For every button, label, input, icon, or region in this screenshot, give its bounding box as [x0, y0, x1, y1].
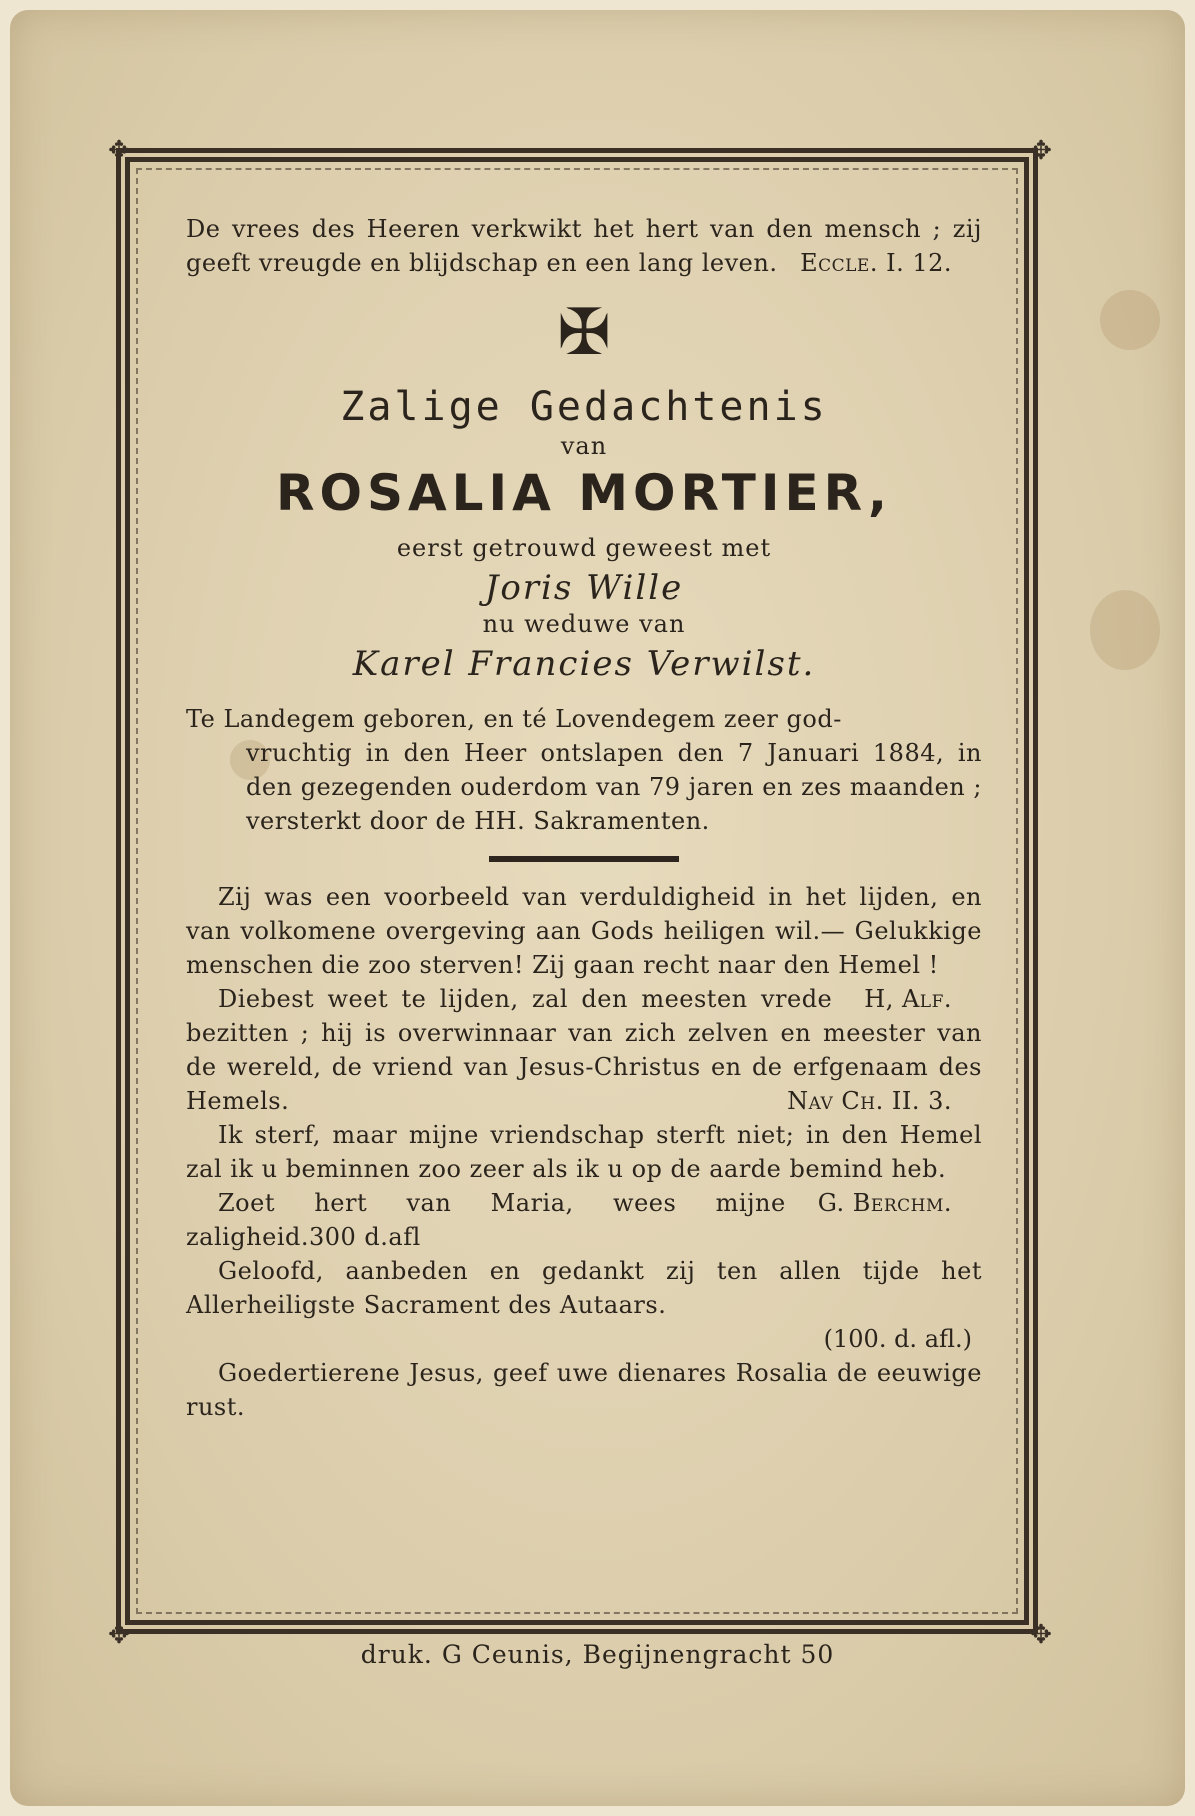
quote-text: Geloofd, aanbeden en gedankt zij ten allen tijde het Allerheiligste Sacrament des Autaars. [186, 1257, 982, 1319]
quote-text: Ik sterf, maar mijne vriendschap sterft niet; in den Hemel zal ik u beminnen zoo zeer als ik u op de aarde bemind heb. [186, 1121, 982, 1183]
widow-label: nu weduwe van [482, 610, 686, 638]
quote [186, 1118, 982, 1217]
printer-imprint: druk. G Ceunis, Begijnengracht 50 [360, 1640, 835, 1669]
quote-reference: G. Berchm. [817, 1189, 952, 1217]
quote [186, 1254, 982, 1322]
deceased-name: ROSALIA MORTIER, [275, 464, 893, 522]
first-husband-name: Joris Wille [484, 568, 684, 608]
stain [1090, 590, 1160, 670]
ornament-corner-icon: ✥ [108, 136, 130, 166]
memorial-title: Zalige Gedachtenis [340, 384, 828, 430]
first-married-label: eerst getrouwd geweest met [396, 534, 772, 562]
cross-icon: ✠ [557, 296, 611, 370]
stain [1100, 290, 1160, 350]
quote [186, 880, 982, 1013]
closing-prayer: Goedertierene Jesus, geef uwe dienares Rosalia de eeuwige rust. [186, 1359, 982, 1421]
ornament-corner-icon: ✥ [108, 1620, 130, 1650]
divider [489, 856, 679, 862]
verse-reference: Eccle. I. 12. [800, 249, 952, 277]
second-husband-name: Karel Francies Verwilst. [352, 644, 816, 684]
quote-text: Zij was een voorbeeld van verduldigheid in het lijden, en van volkomene overgeving aan Gods heiligen wil.— Gelukkige menschen die zoo sterven! Zij gaan recht naar den Hemel ! [186, 883, 982, 979]
van-label: van [560, 432, 608, 460]
ornament-corner-icon: ✥ [1030, 136, 1052, 166]
quote-text: Zoet hert van Maria, wees mijne zaligheid.300 d.afl [186, 1189, 786, 1251]
indulgence: (100. d. afl.) [823, 1325, 972, 1353]
biography [186, 702, 982, 838]
opening-verse: De vrees des Heeren verkwikt het hert van den mensch ; zij geeft vreugde en blijdschap en een lang leven. [186, 215, 982, 277]
biography-rest: vruchtig in den Heer ontslapen den 7 Januari 1884, in den gezegenden ouderdom van 79 jaren en zes maanden ; versterkt door de HH. Sakramenten. [246, 739, 982, 835]
quote-reference: H, Alf. [864, 985, 952, 1013]
ornament-corner-icon: ✥ [1030, 1620, 1052, 1650]
biography-line1: Te Landegem geboren, en té Lovendegem zeer god- [186, 705, 842, 733]
card-content [186, 212, 982, 1424]
quote-text: Diebest weet te lijden, zal den meesten vrede bezitten ; hij is overwinnaar van zich zelven en meester van de wereld, de vriend van Jesus-Christus en de erfgenaam des Hemels. [186, 985, 982, 1115]
quote-reference: Nav Ch. II. 3. [787, 1087, 952, 1115]
